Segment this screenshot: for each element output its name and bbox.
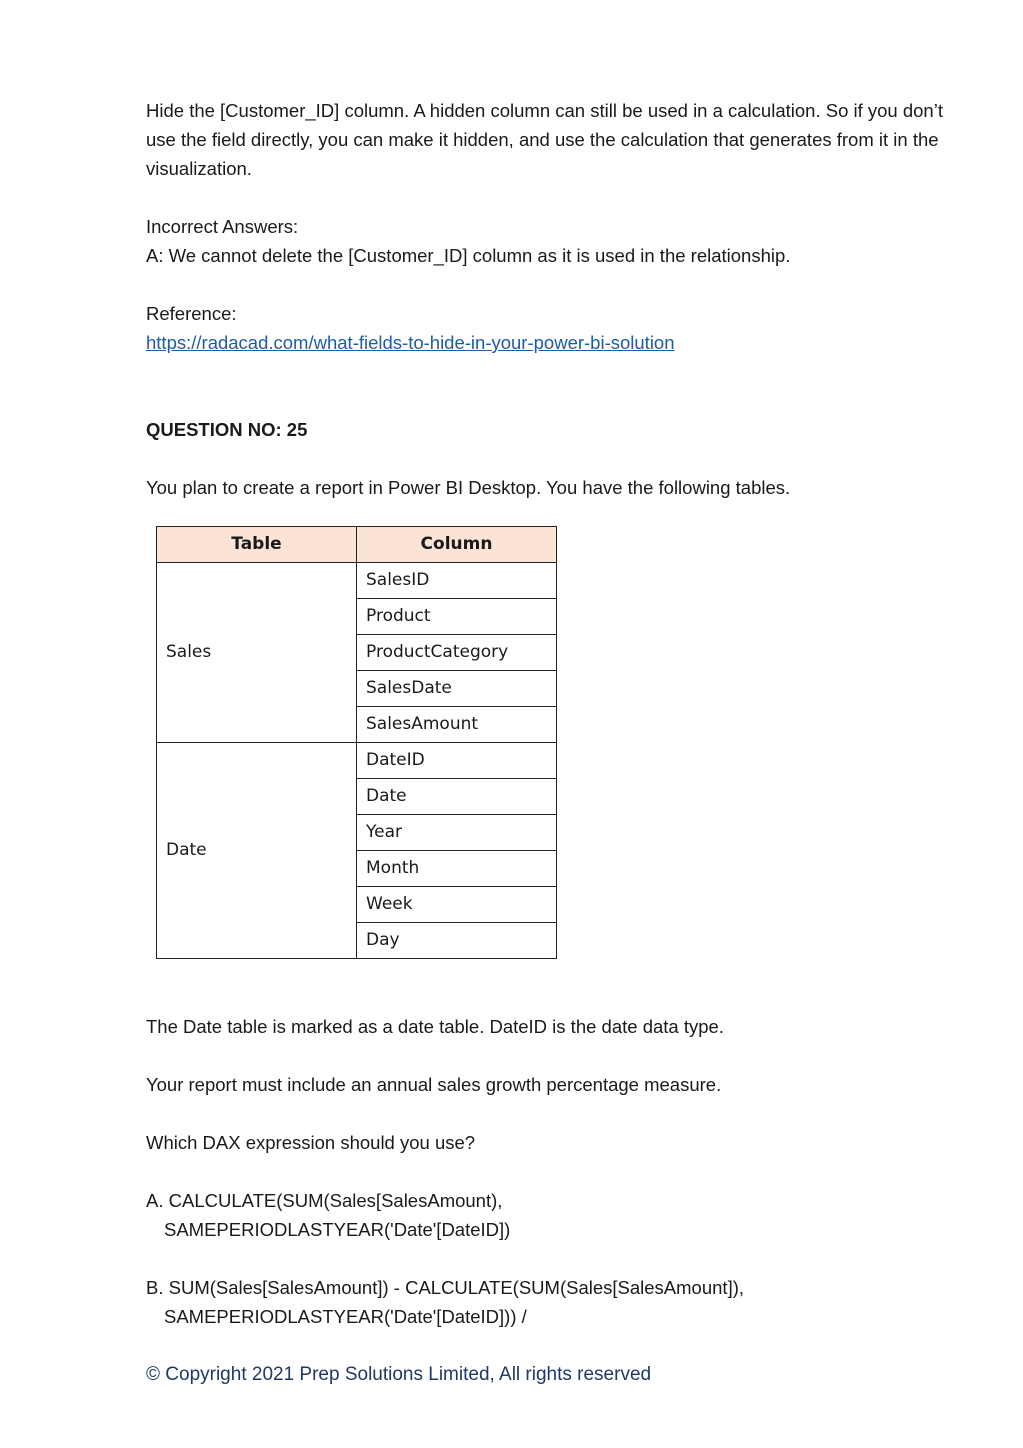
column-cell: Day xyxy=(357,923,557,959)
header-column: Column xyxy=(357,527,557,563)
column-cell: SalesID xyxy=(357,563,557,599)
question-ask: Which DAX expression should you use? xyxy=(146,1132,476,1153)
column-cell: DateID xyxy=(357,743,557,779)
question-title: QUESTION NO: 25 xyxy=(146,419,308,440)
column-cell: SalesDate xyxy=(357,671,557,707)
tables-table-wrapper xyxy=(156,526,956,959)
column-cell: Week xyxy=(357,887,557,923)
column-cell: SalesAmount xyxy=(357,707,557,743)
column-cell: Date xyxy=(357,779,557,815)
column-cell: Month xyxy=(357,851,557,887)
option-b-line2: SAMEPERIODLASTYEAR('Date'[DateID])) / xyxy=(164,1306,527,1327)
table-row xyxy=(157,563,557,599)
incorrect-answer-a: A: We cannot delete the [Customer_ID] column as it is used in the relationship. xyxy=(146,245,791,266)
column-cell: Product xyxy=(357,599,557,635)
column-cell: ProductCategory xyxy=(357,635,557,671)
table-row xyxy=(157,743,557,779)
table-name-sales: Sales xyxy=(157,563,357,743)
option-a-line2: SAMEPERIODLASTYEAR('Date'[DateID]) xyxy=(164,1219,511,1240)
column-cell: Year xyxy=(357,815,557,851)
reference-heading: Reference: xyxy=(146,303,237,324)
date-table-note: The Date table is marked as a date table. DateID is the date data type. xyxy=(146,1016,724,1037)
header-table: Table xyxy=(157,527,357,563)
option-b-line1: B. SUM(Sales[SalesAmount]) - CALCULATE(SUM(Sales[SalesAmount]), xyxy=(146,1277,745,1298)
reference-link[interactable]: https://radacad.com/what-fields-to-hide-in-your-power-bi-solution xyxy=(146,332,675,353)
explanation-paragraph: Hide the [Customer_ID] column. A hidden column can still be used in a calculation. So if you don’t use the field directly, you can make it hidden, and use the calculation that generates from it in the visualization. xyxy=(146,100,943,179)
option-a-line1: A. CALCULATE(SUM(Sales[SalesAmount), xyxy=(146,1190,503,1211)
requirement-note: Your report must include an annual sales growth percentage measure. xyxy=(146,1074,722,1095)
copyright-footer: © Copyright 2021 Prep Solutions Limited, All rights reserved xyxy=(146,1364,652,1385)
question-prompt: You plan to create a report in Power BI Desktop. You have the following tables. xyxy=(146,477,791,498)
incorrect-answers-heading: Incorrect Answers: xyxy=(146,216,299,237)
document-page xyxy=(146,96,956,1389)
table-name-date: Date xyxy=(157,743,357,959)
tables-columns-table xyxy=(156,526,557,959)
